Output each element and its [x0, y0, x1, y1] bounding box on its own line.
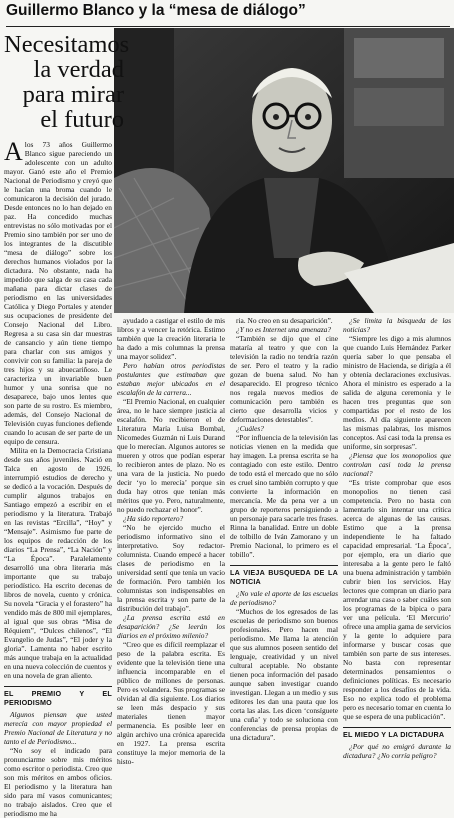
answer-text: “El Premio Nacional, en cualquier área, no le hace siempre justicia al escalafón. No recibieron el de Literatura María Luisa Bombal, Nicomedes Guzmán ni Luis Durand que lo merecían. Algunos autores se mueren y otros que podían esperar lo recibieron antes de plazo. No es una vara de la justicia. No puedo decir ‘yo lo merecía’ porque sin duda hay otros que tenían más méritos que yo. Pero, naturalmente, no puedo rechazar el honor”. [117, 397, 225, 514]
intro-text: los 73 años Guillermo Blanco sigue pareciendo un adolescente con un adulto mayor. Ganó este año el Premio Nacional de Periodismo y creyó que le hacían una broma cuando le comunicaron la decisión del jurado. Desde entonces no lo han dejado en paz. Ha concedido muchas entrevistas no sólo motivadas por el Premio sino también por ser uno de los integrantes de la discutible “mesa de diálogo” sobre los derechos humanos violados por la dictadura. No obstante, nada ha impedido que salga de su casa cada mañana para dictar clases de periodismo en las universidades Católica y Diego Portales y atender sus ocupaciones de presidente del Consejo Nacional del Libro. Regresa a su casa sin dar muestras de cansancio y aún tiene tiempo para charlar con sus amigos y convivir con su familia: la pareja de tres hijos y su abuecariñoso. Le caracteriza un invariable buen humor y una sonrisa que no desaparece, bajo unos lentes que son parte de su rostro. Es miembro, además, del Consejo Nacional de Televisión cuyas funciones defiende cuando lo acusan de ser parte de un equipo de censura. [4, 140, 112, 446]
column-1 [4, 137, 112, 818]
answer-text: “También se dijo que el cine mataría al teatro y que con la televisión la radio no tendría razón de ser. Pero el teatro y la radio gozan de buena salud. No han desaparecido. El progreso técnico nos regala nuevos medios de comunicación pero también es cierto que desarrolla vicios y deformaciones detestables”. [230, 334, 338, 424]
answer-text: “No soy el indicado para pronunciarme sobre mis méritos como escritor o periodista. Creo que son mis méritos en ambos oficios. El periodismo y la literatura han sido para mí vasos comunicantes; no trabajo aislados. Creo que el periodismo me ha [4, 746, 112, 818]
question-text: ¿La prensa escrita está en desaparición? ¿Se leerán los diarios en el próximo milenio? [117, 613, 225, 640]
portrait-photo [114, 28, 454, 313]
question-text: ¿Por qué no emigró durante la dictadura? ¿No corría peligro? [343, 742, 451, 760]
column-4 [343, 316, 451, 760]
kicker-rule [6, 26, 450, 27]
question-text: ¿No vale el aporte de las escuelas de periodismo? [230, 589, 338, 607]
answer-text: “Creo que es difícil reemplazar el peso de la palabra escrita. Es evidente que la televisión tiene una influencia incomparable en el público de millones de personas. Pero es volandera. Sus programas se olvidan al día siguiente. Los diarios se leen más despacio y sus materiales tienen mayor permanencia. Es posible leer en algún archivo una crónica aparecida en 1927. La prensa escrita constituye la mejor memoria de la histo- [117, 640, 225, 766]
drop-cap: A [4, 137, 23, 166]
column-3 [230, 316, 338, 742]
answer-text: ayudado a castigar el estilo de mis libros y a vencer la retórica. Estimo también que la creación literaria le ha dado a mis columnas la prensa una mayor solidez”. [117, 316, 225, 361]
section-heading-noticia: LA VIEJA BUSQUEDA DE LA NOTICIA [230, 565, 338, 586]
answer-text: “Siempre les digo a mis alumnos que cuando Luis Hernández Parker quería saber lo que pensaba el ministro de Hacienda, se dirigía a él y obtenía declaraciones exclusivas. Ahora el ministro es esperado a la salida de alguna ceremonia y le hacen tres preguntas que son compartidas por el resto de los medios. Al día siguiente aparecen las mismas palabras, los mismos conceptos. Así casi toda la prensa es uniforme, sin sorpresas”. [343, 334, 451, 451]
question-text: Pero habían otros periodistas postulantes que estimaban que estaban mejor ubicados en el escalafón de la carrera... [117, 361, 225, 397]
question-text: Algunos piensan que usted merecía con mayor propiedad el Premio Nacional de Literatura y no tanto el de Periodismo... [4, 710, 112, 746]
headline-line-2: la verdad [33, 56, 124, 83]
portrait-illustration [114, 28, 454, 313]
question-text: ¿Se limita la búsqueda de las noticias? [343, 316, 451, 334]
answer-text: “No he ejercido mucho el periodismo informativo sino el interpretativo. Soy redactor-columnista. Cuando empecé a hacer clases de periodismo en la universidad sentí que tenía un vacío de formación. Pero también los columnistas son indispensables en la prensa escrita y son parte de la distribución del trabajo”. [117, 523, 225, 613]
headline [4, 31, 130, 133]
headline-line-3: para mirar [22, 81, 124, 108]
bio-paragraph: Milita en la Democracia Cristiana desde sus años juveniles. Nació en Talca en agosto de 1926, interrumpió estudios de derecho y se dedicó a la vocación. Después de cumplir algunos trabajos en Santiago empezó a escribir en el periodismo y la literatura. Trabajó en las revistas “Ercilla”, “Hoy” y “Mensaje”. Asimismo fue parte de los equipos de redacción de los diarios “La Prensa”, “La Nación” y “La Época”. Paralelamente desarrolló una obra literaria más importante que su trabajo periodístico. Ha escrito decenas de libros de novela, cuento y crónica. Su novela “Gracia y el forastero” ha vendido más de 800 mil ejemplares, al igual que sus obras “Misa de Réquiem”, “Dulces chilenos”, “El Evangelio de Judas”, “El joder y la gloria”. Lamenta no haber escrito más aunque trabaja en la actualidad en una nueva colección de cuentos y en una novela de gran aliento. [4, 446, 112, 680]
headline-line-1: Necesitamos [4, 31, 130, 58]
answer-text: “Es triste comprobar que esos monopolios no tienen casi competencia. Pero no basta con lamentarlo sin intentar una crítica acerca de algunas de las causas. Estimo que a la prensa independiente le ha faltado capacidad empresarial. ‘La Época’, por ejemplo, era un diario que interesaba a la gente pero le faltó una buena administración y también cubrir bien los servicios. Hay lectores que compran un diario para arrendar una casa o saber cuáles son los programas de la bípica o para ver una película. ‘El Mercurio’ ofrece una amplia gama de servicios y la gente lo adquiere para informarse y buscar cosas que también son parte de sus intereses. No basta con representar determinados pensamientos o definiciones políticas. Es necesario responder a los desafíos de la vida. Eso no explica todo el problema pero es necesario tomar en cuenta lo que se espera de una publicación”. [343, 478, 451, 721]
column-2 [117, 316, 225, 766]
question-text: ¿Piensa que los monopolios que controlan casi toda la prensa nacional? [343, 451, 451, 478]
answer-text: ria. No creo en su desaparición”. [236, 316, 333, 325]
answer-text: “Muchos de los egresados de las escuelas de periodismo son buenos profesionales. Pero hacen mal periodismo. Me llama la atención que sus alumnos poseen sentido del lenguaje, creatividad y un nivel cultural aceptable. No obstante tienen poca información del pasado aunque saben investigar cuando investigan. Llegan a un medio y sus editores les dan una pauta que los corta las alas. Les dicen ‘consíguete una cuña’ y todo se soluciona con conferencias de prensa propias de una dictadura”. [230, 607, 338, 742]
question-text: ¿Cuáles? [236, 424, 264, 433]
intro-paragraph [4, 137, 112, 446]
section-heading-premio: EL PREMIO Y EL PERIODISMO [4, 686, 112, 707]
question-text: ¿Ha sido reportero? [123, 514, 184, 523]
question-text: ¿Y no es Internet una amenaza? [236, 325, 332, 334]
headline-line-4: el futuro [40, 106, 124, 133]
kicker: Guillermo Blanco y la “mesa de diálogo” [6, 2, 306, 19]
answer-text: “Por influencia de la televisión las noticias vienen en la medida que hay imagen. La prensa escrita se ha contagiado con este estilo. Dentro de todo está el mercado que no sólo es cruel sino también corrupto y que convierte la información en mercancía. Me da pena ver a un grupo de reporteros persiguiendo a un personaje para sacarle tres frases. Rinna la banalidad. Entre un doble de tolbillo de Iván Zamorano y un Premio Nacional, lo primero es el tobillo”. [230, 433, 338, 559]
section-heading-miedo: EL MIEDO Y LA DICTADURA [343, 727, 451, 739]
